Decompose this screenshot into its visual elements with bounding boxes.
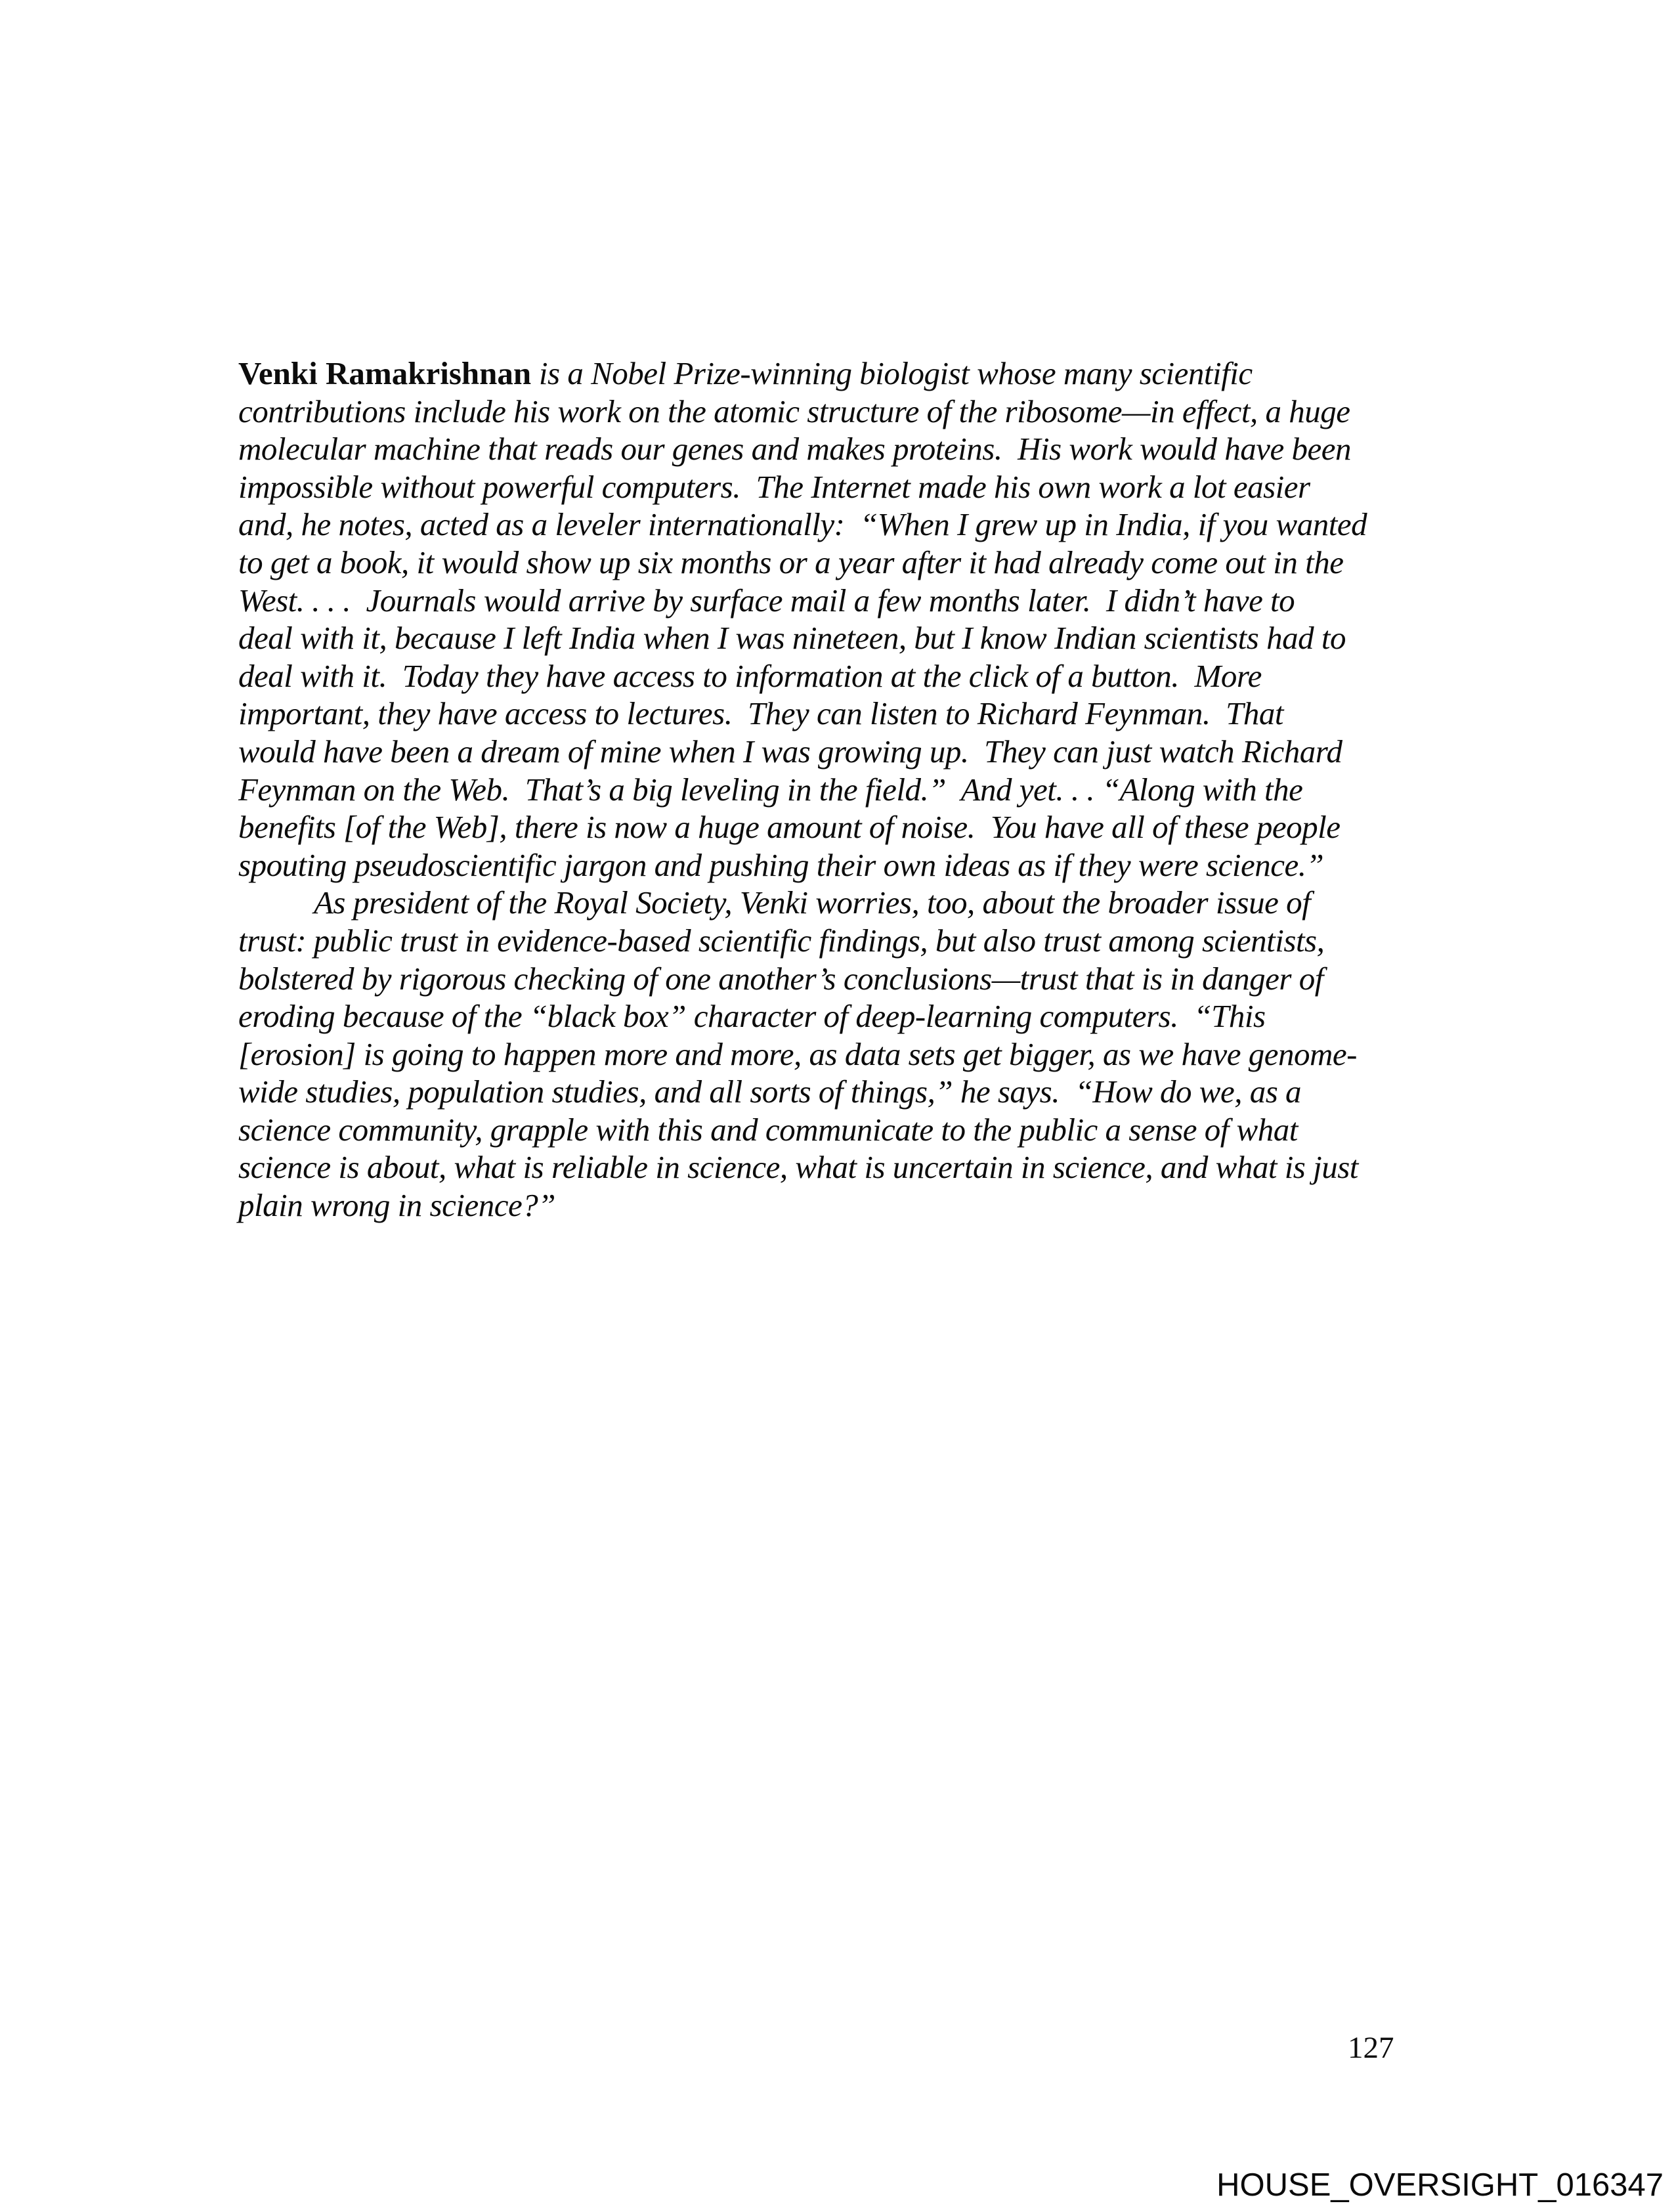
text-line-rest: is a Nobel Prize-winning biologist whose many scientific bbox=[531, 355, 1253, 391]
text-line: important, they have access to lectures. They can listen to Richard Feynman. That bbox=[238, 695, 1283, 732]
bates-stamp: HOUSE_OVERSIGHT_016347 bbox=[1216, 2167, 1663, 2203]
text-line: would have been a dream of mine when I was growing up. They can just watch Richard bbox=[238, 733, 1342, 770]
text-line: Feynman on the Web. That’s a big leveling in the field.” And yet. . . “Along with the bbox=[238, 771, 1303, 808]
text-line: wide studies, population studies, and all sorts of things,” he says. “How do we, as a bbox=[238, 1073, 1302, 1110]
text-line: science community, grapple with this and communicate to the public a sense of what bbox=[238, 1111, 1298, 1148]
text-line: impossible without powerful computers. The Internet made his own work a lot easier bbox=[238, 468, 1310, 505]
text-line: benefits [of the Web], there is now a huge amount of noise. You have all of these people bbox=[238, 809, 1341, 846]
text-line: spouting pseudoscientific jargon and pushing their own ideas as if they were science.” bbox=[238, 846, 1324, 883]
bio-text-block bbox=[238, 355, 1472, 1225]
text-line: deal with it. Today they have access to information at the click of a button. More bbox=[238, 657, 1262, 694]
text-line: [erosion] is going to happen more and more, as data sets get bigger, as we have genome- bbox=[238, 1035, 1357, 1072]
text-line: to get a book, it would show up six months or a year after it had already come out in the bbox=[238, 544, 1344, 580]
text-line-paragraph-start: As president of the Royal Society, Venki worries, too, about the broader issue of bbox=[314, 884, 1311, 921]
text-line: and, he notes, acted as a leveler internationally: “When I grew up in India, if you wanted bbox=[238, 506, 1367, 543]
author-name: Venki Ramakrishnan bbox=[238, 355, 532, 391]
text-line: deal with it, because I left India when I was nineteen, but I know Indian scientists had to bbox=[238, 620, 1346, 657]
text-line: contributions include his work on the atomic structure of the ribosome—in effect, a huge bbox=[238, 393, 1350, 429]
text-line: science is about, what is reliable in science, what is uncertain in science, and what is just bbox=[238, 1149, 1358, 1186]
text-line: eroding because of the “black box” character of deep-learning computers. “This bbox=[238, 998, 1266, 1035]
text-line: West. . . . Journals would arrive by surface mail a few months later. I didn’t have to bbox=[238, 582, 1295, 618]
text-line bbox=[238, 355, 1472, 393]
text-line: trust: public trust in evidence-based scientific findings, but also trust among scientists, bbox=[238, 922, 1325, 959]
text-line: molecular machine that reads our genes and makes proteins. His work would have been bbox=[238, 431, 1351, 467]
text-line: bolstered by rigorous checking of one another’s conclusions—trust that is in danger of bbox=[238, 960, 1323, 997]
text-line: plain wrong in science?” bbox=[238, 1187, 555, 1224]
page-number: 127 bbox=[1348, 2031, 1394, 2065]
